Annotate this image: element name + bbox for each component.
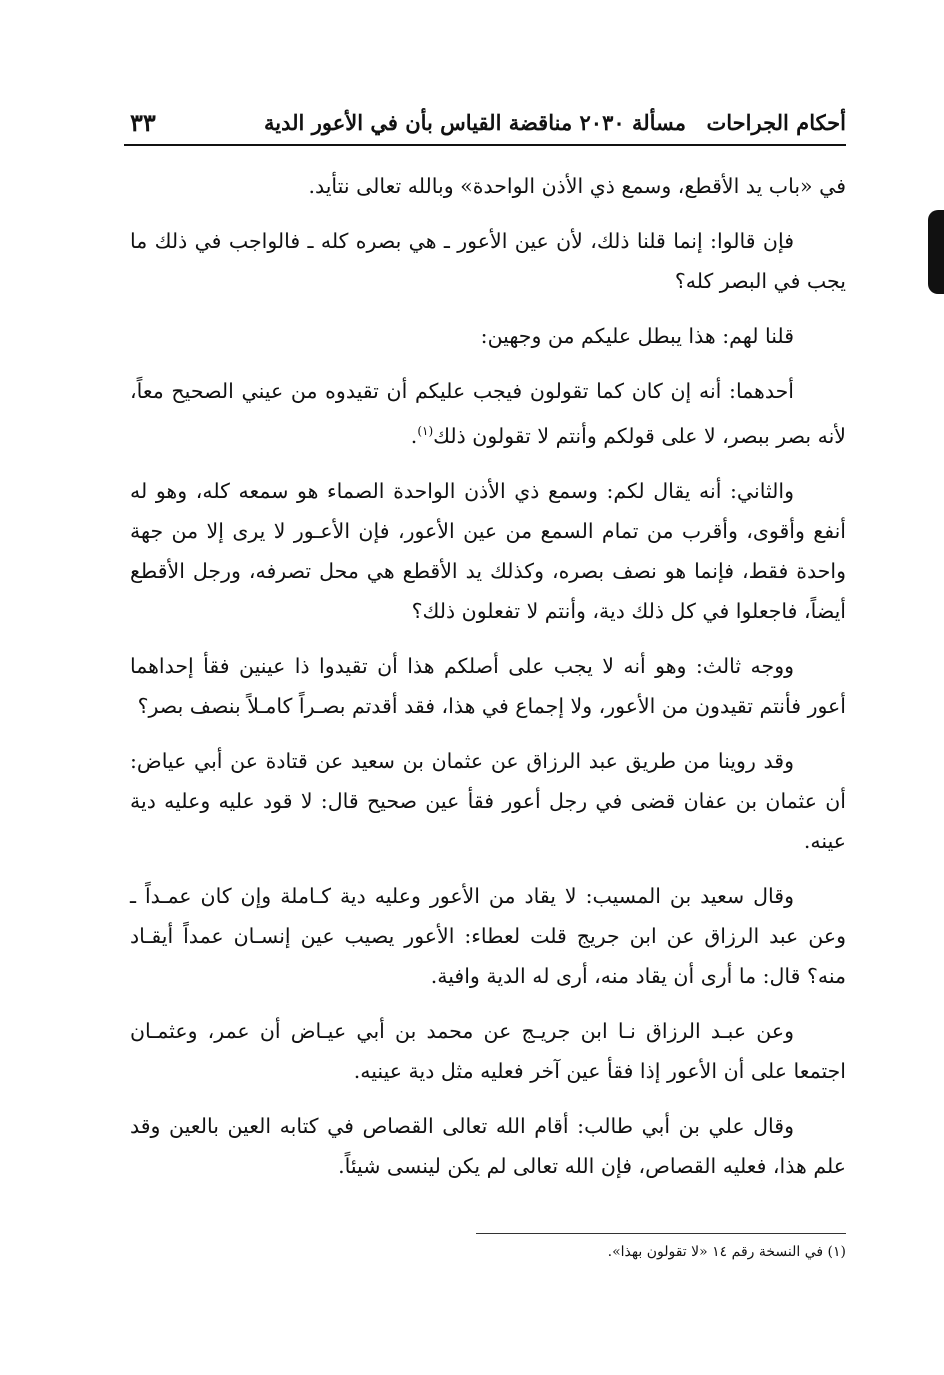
paragraph-7: وقد روينا من طريق عبد الرزاق عن عثمان بن سعيد عن قتادة عن أبي عياض: أن عثمان بن عفان قضى في رجل أعور فقأ عين صحيح قال: لا قود عليه وعليه دية عينه. (130, 748, 846, 853)
paragraph-4-text: أحدهما: أنه إن كان كما تقولون فيجب عليكم أن تقيدوه من عيني الصحيح معاً، لأنه بصر ببصر، لا على قولكم وأنتم لا تقولون ذلك (130, 379, 846, 448)
paragraph-4-end: . (410, 423, 418, 448)
paragraph-5: والثاني: أنه يقال لكم: وسمع ذي الأذن الواحدة الصماء هو سمعه كله، وهو له أنفع وأقوى، وأقرب من تمام السمع من عين الأعور، فإن الأعـور لا يرى إلا من جهة واحدة فقط، فإنما هو نصف بصره، وكذلك يد الأقطع هي محل تصرفه، ورجل الأقطع أيضاً، فاجعلوا في كل ذلك دية، وأنتم لا تفعلون ذلك؟ (130, 478, 846, 623)
paragraph-3: قلنا لهم: هذا يبطل عليكم من وجهين: (480, 324, 794, 348)
paragraph-1: في «باب يد الأقطع، وسمع ذي الأذن الواحدة» وبالله تعالى نتأيد. (308, 174, 846, 198)
book-title: أحكام الجراحات (706, 110, 846, 135)
page-edge-mark (928, 210, 944, 294)
page-number: ٣٣ (130, 108, 156, 137)
main-text (130, 166, 846, 1201)
footnote: (١) في النسخة رقم ١٤ «لا تقولون بهذا». (607, 1244, 846, 1260)
paragraph-8: وقال سعيد بن المسيب: لا يقاد من الأعور وعليه دية كـاملة وإن كان عمـداً ـ وعن عبد الرزاق عن ابن جريج قلت لعطاء: الأعور يصيب عين إنسـان عمداً أيقـاد منه؟ قال: ما أرى أن يقاد منه، أرى له الدية وافية. (130, 883, 846, 988)
footnote-divider (476, 1233, 846, 1234)
paragraph-9: وعن عبـد الرزاق نـا ابن جريـج عن محمد بن أبي عيـاض أن عمر، وعثمـان اجتمعا على أن الأعور إذا فقأ عين آخر فعليه مثل دية عينيه. (130, 1018, 846, 1083)
paragraph-4 (130, 371, 846, 456)
running-header (124, 100, 846, 146)
paragraph-10: وقال علي بن أبي طالب: أقام الله تعالى القصاص في كتابه العين بالعين وقد علم هذا، فعليه القصاص، فإن الله تعالى لم يكن لينسى شيئاً. (130, 1113, 846, 1178)
section-title: مسألة ٢٠٣٠ مناقضة القياس بأن في الأعور الدية (264, 110, 686, 135)
footnote-reference: (١) (417, 424, 434, 438)
paragraph-6: ووجه ثالث: وهو أنه لا يجب على أصلكم هذا أن تقيدوا ذا عينين فقأ إحداهما أعور فأنتم تقيدون من الأعور، ولا إجماع في هذا، فقد أقدتم بصـراً كامـلاً بنصف بصر؟ (130, 653, 846, 718)
paragraph-2: فإن قالوا: إنما قلنا ذلك، لأن عين الأعور ـ هي بصره كله ـ فالواجب في ذلك ما يجب في البصر كله؟ (130, 229, 846, 293)
